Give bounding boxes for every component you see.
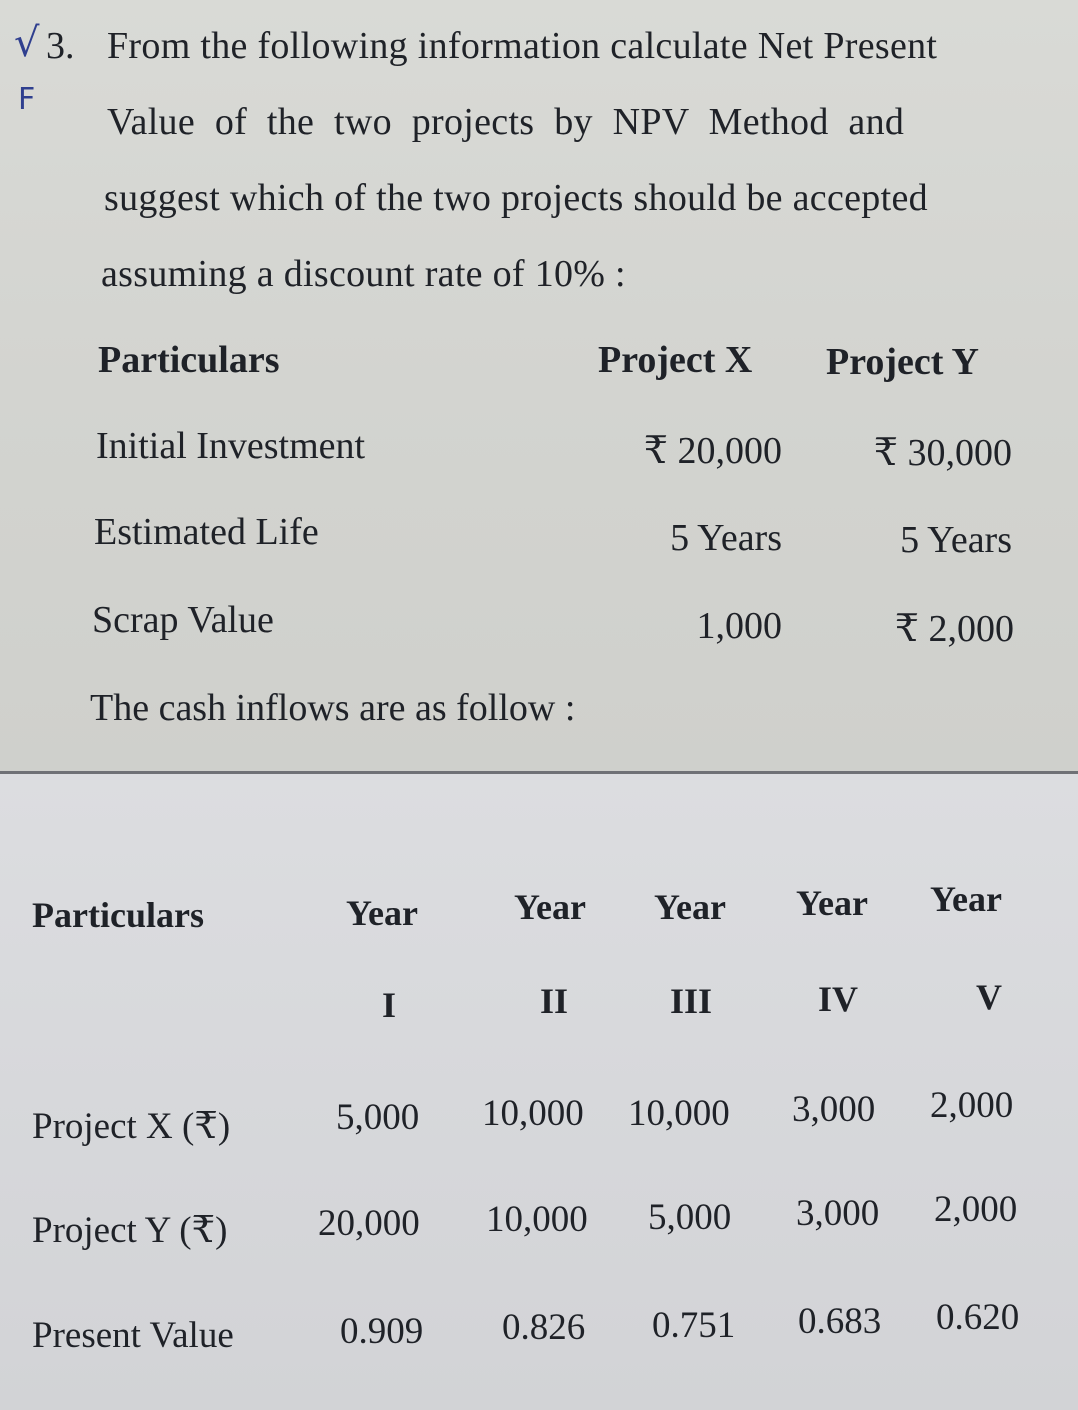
question-line: Value of the two projects by NPV Method and — [107, 101, 905, 143]
table1-header-particulars: Particulars — [98, 339, 280, 381]
table2-header-year: Year — [796, 883, 868, 923]
question-line: From the following information calculate Net Present — [107, 25, 938, 67]
table2-cell: 10,000 — [628, 1093, 730, 1134]
table2-cell: 0.751 — [652, 1305, 736, 1346]
question-number: 3. — [46, 25, 75, 67]
table2-header-particulars: Particulars — [32, 895, 204, 935]
handwritten-note: F — [18, 82, 36, 117]
table1-header-project-y: Project Y — [826, 341, 979, 383]
table2-cell: 2,000 — [930, 1085, 1014, 1126]
table1-cell-x: 5 Years — [670, 517, 782, 559]
table1-row-label: Scrap Value — [92, 599, 274, 641]
table1-header-project-x: Project X — [598, 339, 753, 381]
table2-year-numeral: I — [382, 985, 397, 1025]
table1-cell-x: ₹ 20,000 — [643, 430, 782, 472]
table2-row-label: Project Y (₹) — [32, 1210, 228, 1251]
table1-cell-y: ₹ 30,000 — [873, 432, 1012, 474]
table2-header-year: Year — [930, 879, 1002, 919]
table2-cell: 0.683 — [798, 1301, 882, 1342]
table2-header-year: Year — [514, 887, 586, 927]
table2-cell: 3,000 — [792, 1089, 876, 1130]
table1-row-label: Estimated Life — [94, 511, 319, 553]
table2-header-year: Year — [654, 887, 726, 927]
table2-year-numeral: II — [540, 981, 569, 1021]
question-line: assuming a discount rate of 10% : — [101, 253, 626, 295]
table2-header-year: Year — [346, 893, 418, 933]
table2-cell: 0.826 — [502, 1307, 586, 1348]
table1-cell-y: 5 Years — [900, 519, 1012, 561]
table2-year-numeral: IV — [818, 979, 859, 1019]
table2-cell: 10,000 — [486, 1199, 588, 1240]
page-divider — [0, 771, 1078, 774]
table2-cell: 20,000 — [318, 1203, 420, 1244]
cash-inflows-note: The cash inflows are as follow : — [90, 687, 576, 729]
question-line: suggest which of the two projects should be accepted — [104, 177, 928, 219]
table1-cell-y: ₹ 2,000 — [894, 608, 1014, 650]
table2-year-numeral: III — [670, 981, 713, 1021]
table2-cell: 5,000 — [648, 1197, 732, 1238]
table2-cell: 2,000 — [934, 1189, 1018, 1230]
table2-row-label: Present Value — [32, 1315, 234, 1356]
table2-row-label: Project X (₹) — [32, 1106, 231, 1147]
table1-row-label: Initial Investment — [96, 425, 366, 467]
table2-cell: 0.909 — [340, 1311, 424, 1352]
table2-cell: 10,000 — [482, 1093, 584, 1134]
table2-year-numeral: V — [976, 977, 1002, 1017]
handwritten-check-mark: √ — [14, 20, 40, 66]
table1-cell-x: 1,000 — [696, 605, 782, 647]
table2-cell: 5,000 — [336, 1097, 420, 1138]
table2-cell: 0.620 — [936, 1297, 1020, 1338]
table2-cell: 3,000 — [796, 1193, 880, 1234]
